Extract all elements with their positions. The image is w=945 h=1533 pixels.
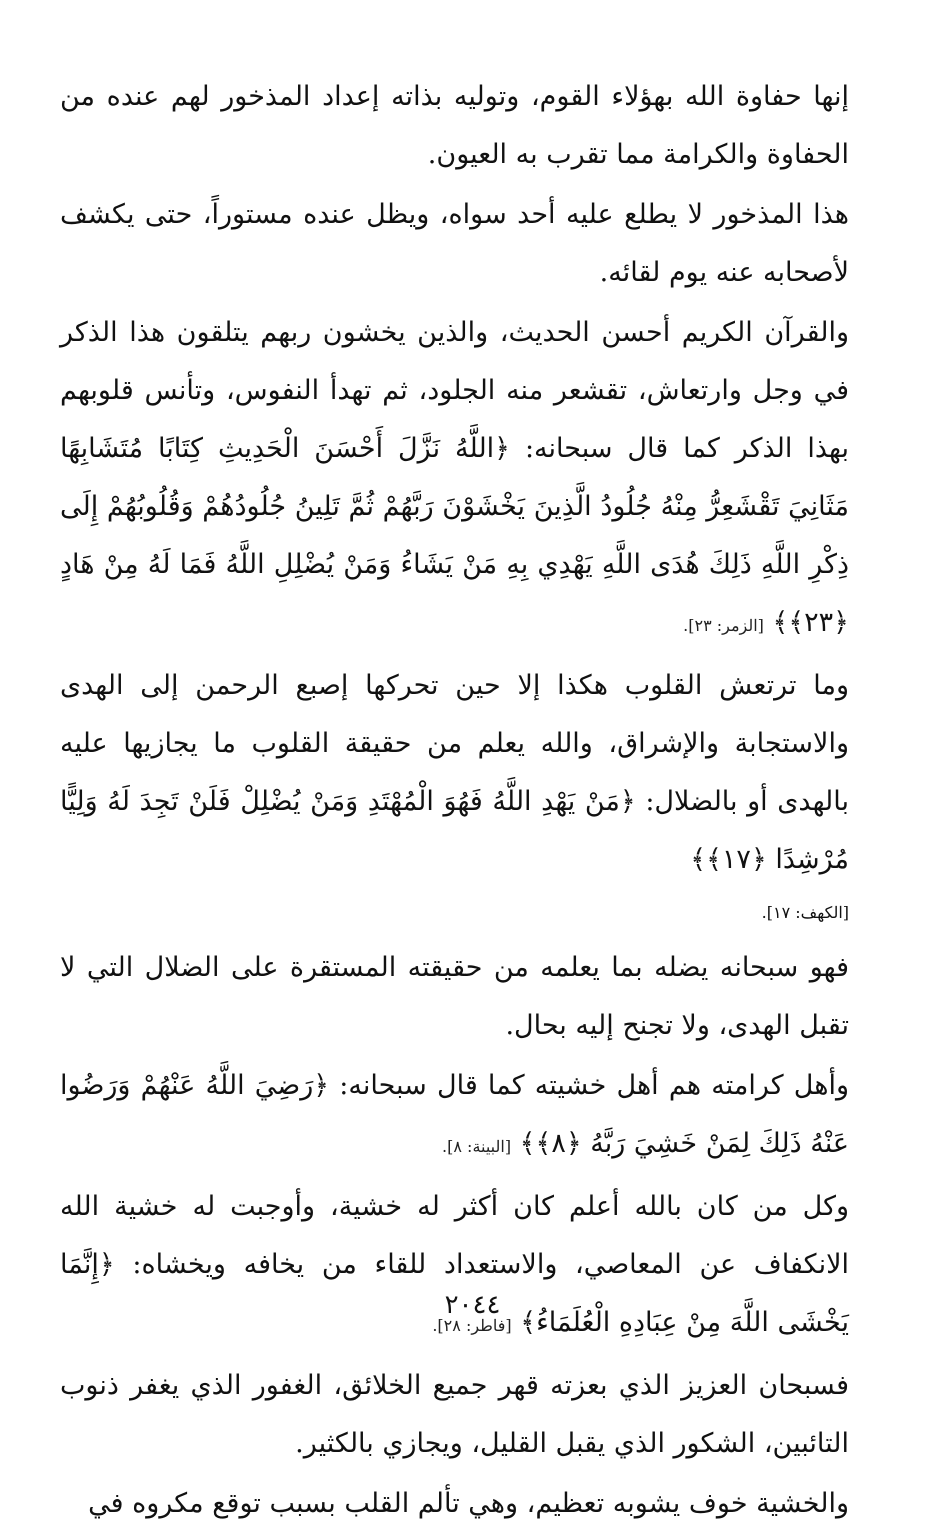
- paragraph-2-text: هذا المذخور لا يطلع عليه أحد سواه، ويظل عنده مستوراً، حتى يكشف لأصحابه عنه يوم لقائه.: [60, 199, 849, 288]
- paragraph-7-text: وكل من كان بالله أعلم كان أكثر له خشية، وأوجبت له خشية الله الانكفاف عن المعاصي، والاستعداد للقاء من يخافه ويخشاه:: [60, 1191, 849, 1280]
- paragraph-9-text: والخشية خوف يشوبه تعظيم، وهي تألم القلب بسبب توقع مكروه في: [88, 1488, 849, 1519]
- paragraph-6: [60, 1057, 849, 1176]
- paragraph-9: [60, 1475, 849, 1533]
- quran-verse-kahf: ﴿مَنْ يَهْدِ اللَّهُ فَهُوَ الْمُهْتَدِ وَمَنْ يُضْلِلْ فَلَنْ تَجِدَ لَهُ وَلِيًّا مُرْشِدًا ﴿١٧﴾﴾: [60, 786, 849, 875]
- quran-verse-zumar: ﴿اللَّهُ نَزَّلَ أَحْسَنَ الْحَدِيثِ كِتَابًا مُتَشَابِهًا مَثَانِيَ تَقْشَعِرُّ مِنْهُ جُلُودُ الَّذِينَ يَخْشَوْنَ رَبَّهُمْ ثُمَّ تَلِينُ جُلُودُهُمْ وَقُلُوبُهُمْ إِلَى ذِكْرِ اللَّهِ ذَلِكَ هُدَى اللَّهِ يَهْدِي بِهِ مَنْ يَشَاءُ وَمَنْ يُضْلِلِ اللَّهُ فَمَا لَهُ مِنْ هَادٍ ﴿٢٣﴾﴾: [60, 433, 849, 638]
- paragraph-3-text: والقرآن الكريم أحسن الحديث، والذين يخشون ربهم يتلقون هذا الذكر في وجل وارتعاش، تقشعر منه الجلود، ثم تهدأ النفوس، وتأنس قلوبهم بهذا الذكر كما قال سبحانه:: [60, 317, 849, 464]
- verse-reference-fatir: [فاطر: ٢٨].: [432, 1316, 512, 1335]
- paragraph-5-text: فهو سبحانه يضله بما يعلمه من حقيقته المستقرة على الضلال التي لا تقبل الهدى، ولا تجنح إليه بحال.: [60, 952, 849, 1041]
- paragraph-3: [60, 304, 849, 655]
- quran-verse-fatir: ﴿إِنَّمَا يَخْشَى اللَّهَ مِنْ عِبَادِهِ الْعُلَمَاءُ﴾: [60, 1249, 849, 1338]
- paragraph-6-text: وأهل كرامته هم أهل خشيته كما قال سبحانه:: [339, 1070, 849, 1101]
- page-number: ٢٠٤٤: [444, 1290, 501, 1320]
- page-body: [60, 68, 849, 1519]
- paragraph-2: [60, 186, 849, 302]
- paragraph-1-text: إنها حفاوة الله بهؤلاء القوم، وتوليه بذاته إعداد المذخور لهم عنده من الحفاوة والكرامة مما تقرب به العيون.: [60, 81, 849, 170]
- paragraph-8-text: فسبحان العزيز الذي بعزته قهر جميع الخلائق، الغفور الذي يغفر ذنوب التائبين، الشكور الذي يقبل القليل، ويجازي بالكثير.: [60, 1370, 849, 1459]
- verse-reference-zumar: [الزمر: ٢٣].: [683, 616, 764, 635]
- paragraph-4: [60, 657, 849, 937]
- paragraph-8: [60, 1357, 849, 1473]
- paragraph-7: [60, 1178, 849, 1355]
- paragraph-1: [60, 68, 849, 184]
- quran-verse-bayyina: ﴿رَضِيَ اللَّهُ عَنْهُمْ وَرَضُوا عَنْهُ ذَلِكَ لِمَنْ خَشِيَ رَبَّهُ ﴿٨﴾﴾: [60, 1070, 849, 1159]
- verse-reference-bayyina: [البينة: ٨].: [442, 1137, 512, 1156]
- paragraph-4-text: وما ترتعش القلوب هكذا إلا حين تحركها إصبع الرحمن إلى الهدى والاستجابة والإشراق، والله يعلم من حقيقة القلوب ما يجازيها عليه بالهدى أو بالضلال:: [60, 670, 849, 817]
- paragraph-5: [60, 939, 849, 1055]
- verse-reference-kahf: [الكهف: ١٧].: [761, 903, 849, 922]
